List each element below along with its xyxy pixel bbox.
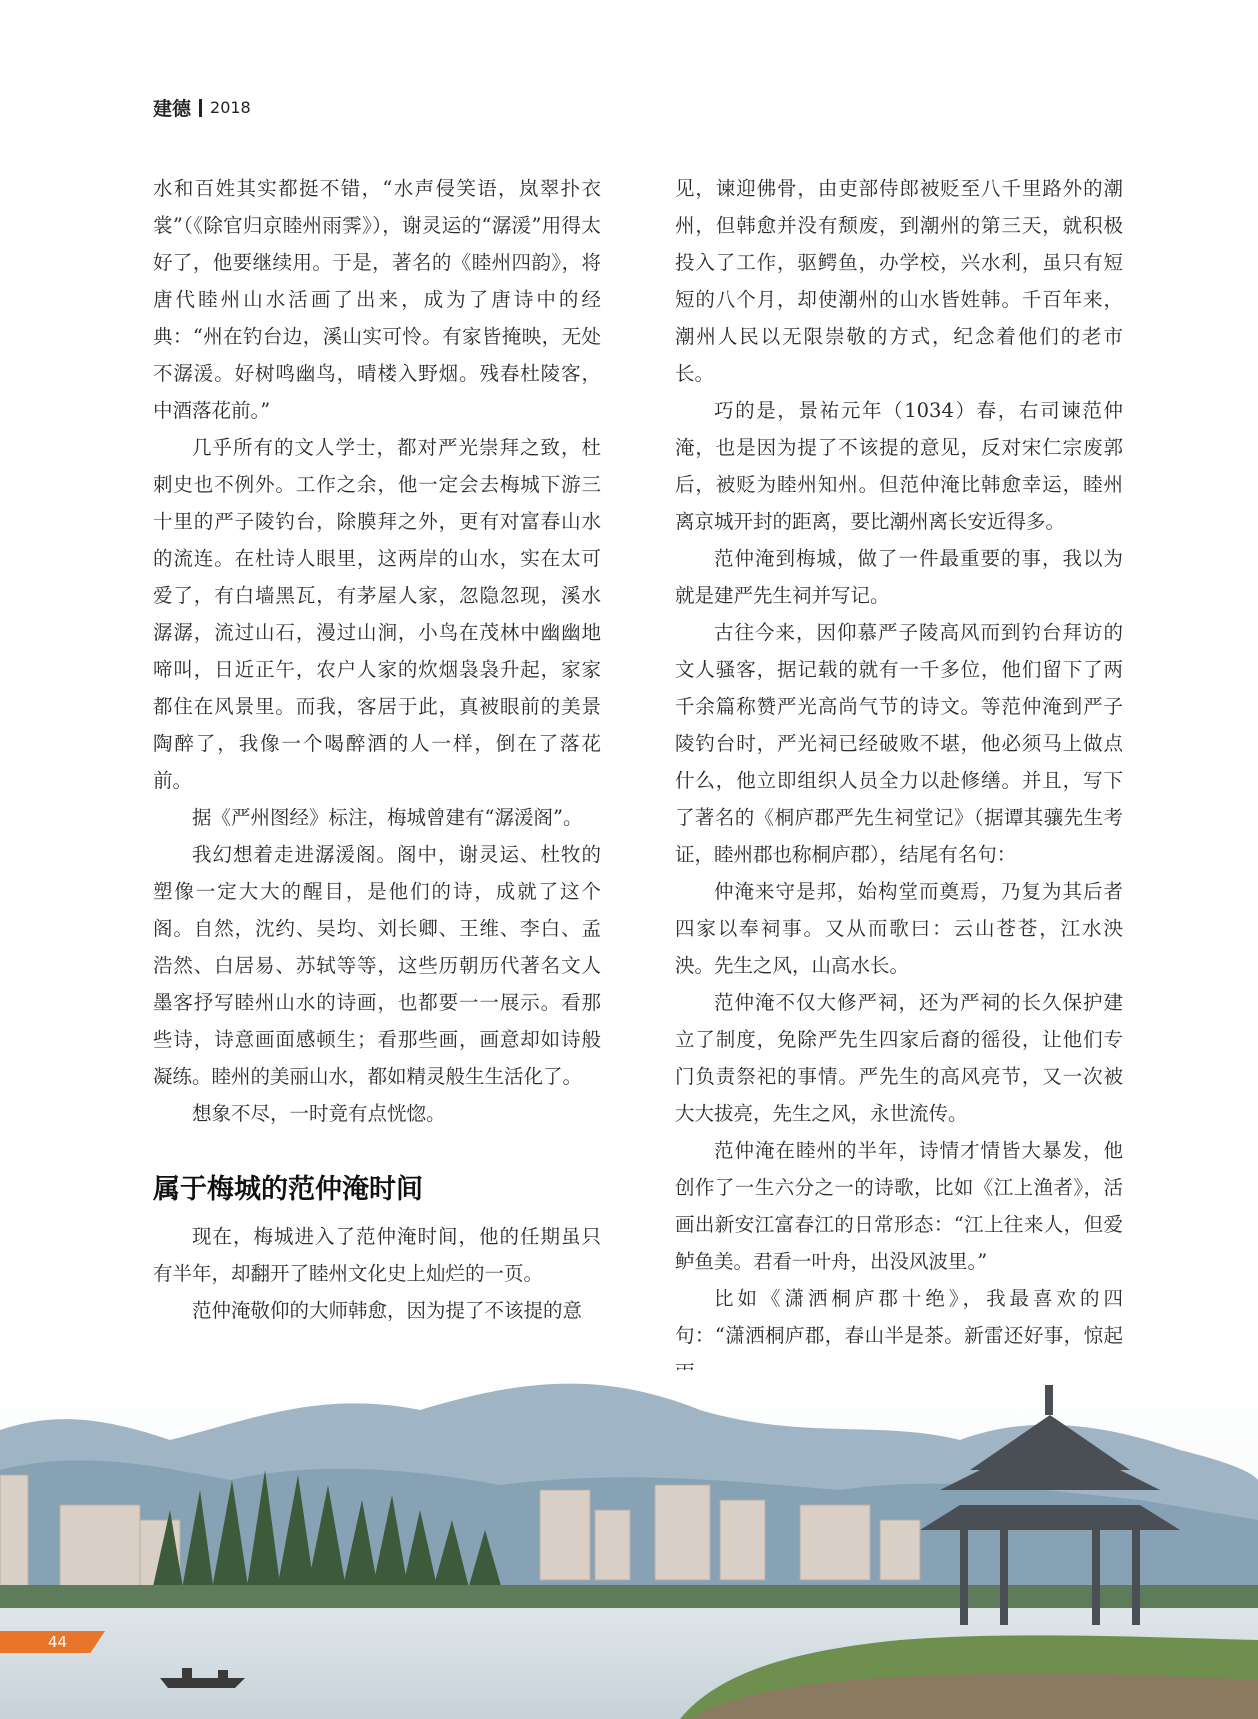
header-divider [199, 99, 202, 117]
quote-paragraph: 仲淹来守是邦，始构堂而奠焉，乃复为其后者四家以奉祠事。又从而歌曰：云山苍苍，江水泱泱。先生之风，山高水长。 [675, 880, 1123, 977]
section-heading: 属于梅城的范仲淹时间 [153, 1174, 423, 1205]
paragraph: 范仲淹敬仰的大师韩愈，因为提了不该提的意 [192, 1299, 583, 1322]
paragraph: 见，谏迎佛骨，由吏部侍郎被贬至八千里路外的潮州，但韩愈并没有颓废，到潮州的第三天，就积极投入了工作，驱鳄鱼，办学校，兴水利，虽只有短短的八个月，却使潮州的山水皆姓韩。千百年来，潮州人民以无限崇敬的方式，纪念着他们的老市长。 [675, 177, 1123, 385]
paragraph: 现在，梅城进入了范仲淹时间，他的任期虽只有半年，却翻开了睦州文化史上灿烂的一页。 [153, 1225, 601, 1285]
paragraph: 几乎所有的文人学士，都对严光崇拜之致，杜刺史也不例外。工作之余，他一定会去梅城下游三十里的严子陵钓台，除膜拜之外，更有对富春山水的流连。在杜诗人眼里，这两岸的山水，实在太可爱了，有白墙黑瓦，有茅屋人家，忽隐忽现，溪水潺潺，流过山石，漫过山涧，小鸟在茂林中幽幽地啼叫，日近正午，农户人家的炊烟袅袅升起，家家都住在风景里。而我，客居于此，真被眼前的美景陶醉了，我像一个喝醉酒的人一样，倒在了落花前。 [153, 436, 601, 792]
page-number: 44 [48, 1633, 68, 1651]
paragraph: 范仲淹在睦州的半年，诗情才情皆大暴发，他创作了一生六分之一的诗歌，比如《江上渔者》，活画出新安江富春江的日常形态：“江上往来人，但爱鲈鱼美。君看一叶舟，出没风波里。” [675, 1139, 1123, 1273]
issue-year: 2018 [210, 98, 251, 117]
landscape-photo [0, 1370, 1258, 1719]
left-column [153, 170, 601, 1329]
paragraph: 水和百姓其实都挺不错，“水声侵笑语，岚翠扑衣裳”（《除官归京睦州雨霁》），谢灵运的“潺湲”用得太好了，他要继续用。于是，著名的《睦州四韵》，将唐代睦州山水活画了出来，成为了唐诗中的经典：“州在钓台边，溪山实可怜。有家皆掩映，无处不潺湲。好树鸣幽鸟，晴楼入野烟。残春杜陵客，中酒落花前。” [153, 177, 601, 422]
magazine-title: 建德 [153, 98, 192, 120]
paragraph: 比如《潇洒桐庐郡十绝》，我最喜欢的四句：“潇洒桐庐郡，春山半是茶。新雷还好事，惊起 [675, 1287, 1123, 1347]
running-header [153, 94, 251, 121]
paragraph: 据《严州图经》标注，梅城曾建有“潺湲阁”。 [192, 806, 583, 829]
paragraph: 古往今来，因仰慕严子陵高风而到钓台拜访的文人骚客，据记载的就有一千多位，他们留下了两千余篇称赞严光高尚气节的诗文。等范仲淹到严子陵钓台时，严光祠已经破败不堪，他必须马上做点什么，他立即组织人员全力以赴修缮。并且，写下了著名的《桐庐郡严先生祠堂记》（据谭其骧先生考证，睦州郡也称桐庐郡），结尾有名句： [675, 621, 1123, 866]
paragraph: 想象不尽，一时竟有点恍惚。 [192, 1102, 446, 1125]
paragraph: 范仲淹不仅大修严祠，还为严祠的长久保护建立了制度，免除严先生四家后裔的徭役，让他们专门负责祭祀的事情。严先生的高风亮节，又一次被大大拔亮，先生之风，永世流传。 [675, 991, 1123, 1125]
paragraph: 范仲淹到梅城，做了一件最重要的事，我以为就是建严先生祠并写记。 [675, 547, 1123, 607]
paragraph: 巧的是，景祐元年（1034）春，右司谏范仲淹，也是因为提了不该提的意见，反对宋仁宗废郭后，被贬为睦州知州。但范仲淹比韩愈幸运，睦州离京城开封的距离，要比潮州离长安近得多。 [675, 399, 1123, 533]
paragraph: 我幻想着走进潺湲阁。阁中，谢灵运、杜牧的塑像一定大大的醒目，是他们的诗，成就了这个阁。自然，沈约、吴均、刘长卿、王维、李白、孟浩然、白居易、苏轼等等，这些历朝历代著名文人墨客抒写睦州山水的诗画，也都要一一展示。看那些诗，诗意画面感顿生；看那些画，画意却如诗般凝练。睦州的美丽山水，都如精灵般生生活化了。 [153, 843, 601, 1088]
right-column [675, 170, 1123, 1391]
